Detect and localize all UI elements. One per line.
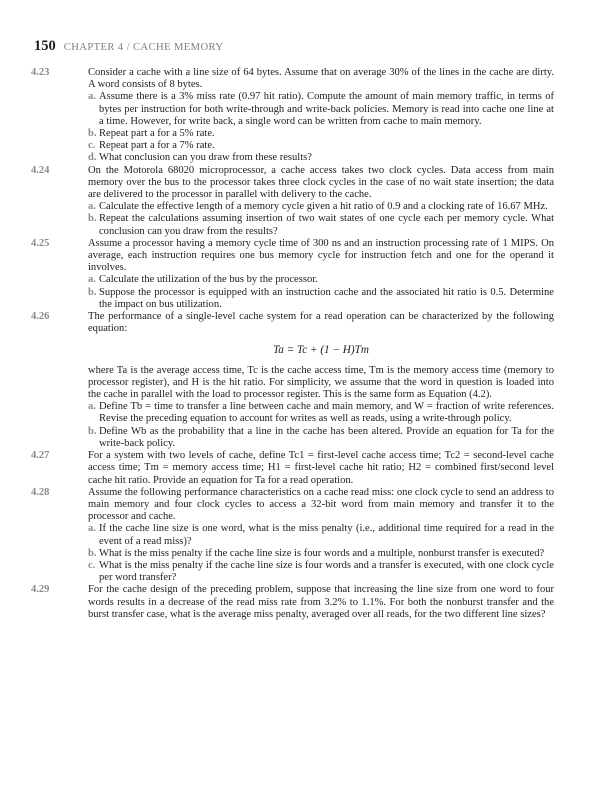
problem-number: 4.27: [31, 450, 50, 462]
problem-text-continued: where Ta is the average access time, Tc is the cache access time, Tm is the memory access time (memory to processor register), and H is the hit ratio. For simplicity, we assume that the word in question is loaded into the cache in parallel with the load to processor register. This is the same form as Equation (4.2).: [88, 364, 554, 401]
problem-part: [88, 287, 554, 311]
part-text: What is the miss penalty if the cache line size is four words and a multiple, nonburst transfer is executed?: [99, 547, 545, 559]
part-text: If the cache line size is one word, what is the miss penalty (i.e., additional time required for a read in the event of a read miss)?: [99, 523, 554, 547]
problem-number: 4.26: [31, 311, 50, 323]
problem: [31, 238, 554, 311]
page-number: 150: [34, 38, 56, 54]
equation: Ta = Tc + (1 − H)Tm: [273, 344, 369, 357]
problem: [31, 487, 554, 585]
problem-part: [88, 560, 554, 584]
part-label: a.: [88, 401, 96, 413]
problem: [31, 584, 554, 621]
part-label: b.: [88, 547, 97, 559]
part-text: Calculate the effective length of a memory cycle given a hit ratio of 0.9 and a clocking rate of 16.67 MHz.: [99, 201, 548, 213]
problem-text: On the Motorola 68020 microprocessor, a cache access takes two clock cycles. Data access from main memory over the bus to the processor takes three clock cycles in the case of no wait state insertion; the data are delivered to the processor in parallel with delivery to the cache.: [88, 164, 554, 201]
problem-text: Consider a cache with a line size of 64 bytes. Assume that on average 30% of the lines in the cache are dirty. A word consists of 8 bytes.: [88, 67, 554, 91]
problem-text: Assume a processor having a memory cycle time of 300 ns and an instruction processing rate of 1 MIPS. On average, each instruction requires one bus memory cycle for instruction fetch and one for the operand it involves.: [88, 237, 554, 274]
part-label: c.: [88, 559, 96, 571]
part-text: What conclusion can you draw from these results?: [99, 152, 312, 164]
part-label: d.: [88, 152, 97, 164]
problem-text: Assume the following performance characteristics on a cache read miss: one clock cycle to send an address to main memory and four clock cycles to access a 32-bit word from main memory and transfer it to the processor and cache.: [88, 486, 554, 523]
part-label: c.: [88, 140, 96, 152]
part-label: b.: [88, 425, 97, 437]
problem: [31, 165, 554, 238]
part-label: a.: [88, 274, 96, 286]
problem: [31, 450, 554, 487]
problem-part: [88, 128, 554, 140]
problem-part: [88, 426, 554, 450]
problem-number: 4.25: [31, 237, 50, 249]
running-header: [34, 37, 223, 55]
problem-number: 4.23: [31, 67, 50, 78]
problem-part: [88, 401, 554, 425]
problem-part: [88, 274, 554, 286]
part-text: Repeat part a for a 7% rate.: [99, 140, 215, 152]
problem-number: 4.28: [31, 486, 50, 498]
problem-part: [88, 152, 554, 164]
problem-text: For a system with two levels of cache, define Tc1 = first-level cache access time; Tc2 = second-level cache access time; Tm = memory access time; H1 = first-level cache hit ratio; H2 = combined first/second level cache hit ratio. Provide an equation for Ta for a read operation.: [88, 450, 554, 486]
part-text: Define Wb as the probability that a line in the cache has been altered. Provide an equation for Ta for the write-back policy.: [99, 425, 554, 449]
problem-list: [31, 67, 554, 621]
part-text: Repeat the calculations assuming insertion of two wait states of one cycle each per memory cycle. What conclusion can you draw from the results?: [99, 213, 554, 237]
problem-text: The performance of a single-level cache system for a read operation can be characterized by the following equation:: [88, 311, 554, 335]
part-label: a.: [88, 523, 96, 535]
chapter-title: CHAPTER 4 / CACHE MEMORY: [63, 42, 224, 53]
problem-part: [88, 548, 554, 560]
part-text: Calculate the utilization of the bus by the processor.: [99, 274, 318, 286]
part-text: What is the miss penalty if the cache line size is four words and a transfer is executed, with one clock cycle per word transfer?: [99, 559, 554, 584]
part-label: b.: [88, 128, 97, 140]
problem-part: [88, 140, 554, 152]
part-text: Repeat part a for a 5% rate.: [99, 128, 215, 140]
problem-part: [88, 201, 554, 213]
problem-text: For the cache design of the preceding problem, suppose that increasing the line size from one word to four words results in a decrease of the read miss rate from 3.2% to 1.1%. For both the nonburst transfer and the burst transfer case, what is the average miss penalty, averaged over all reads, for the two different line sizes?: [88, 584, 554, 620]
part-label: b.: [88, 213, 97, 225]
problem-number: 4.24: [31, 164, 50, 176]
problem: [31, 311, 554, 450]
problem-part: [88, 523, 554, 547]
problem-part: [88, 91, 554, 128]
part-text: Assume there is a 3% miss rate (0.97 hit ratio). Compute the amount of main memory traffic, in terms of bytes per instruction for both write-through and write-back policies. Memory is read into cache one line at a time. However, for write back, a single word can be written from cache to main memory.: [99, 91, 554, 127]
part-label: b.: [88, 286, 97, 298]
part-label: a.: [88, 91, 96, 103]
problem-number: 4.29: [31, 584, 50, 596]
part-text: Suppose the processor is equipped with an instruction cache and the associated hit ratio is 0.5. Determine the impact on bus utilization.: [99, 286, 554, 310]
part-label: a.: [88, 201, 96, 213]
problem-part: [88, 213, 554, 237]
part-text: Define Tb = time to transfer a line between cache and main memory, and W = fraction of write references. Revise the preceding equation to account for writes as well as reads, using a write-through policy.: [99, 401, 554, 425]
problem: [31, 67, 554, 165]
